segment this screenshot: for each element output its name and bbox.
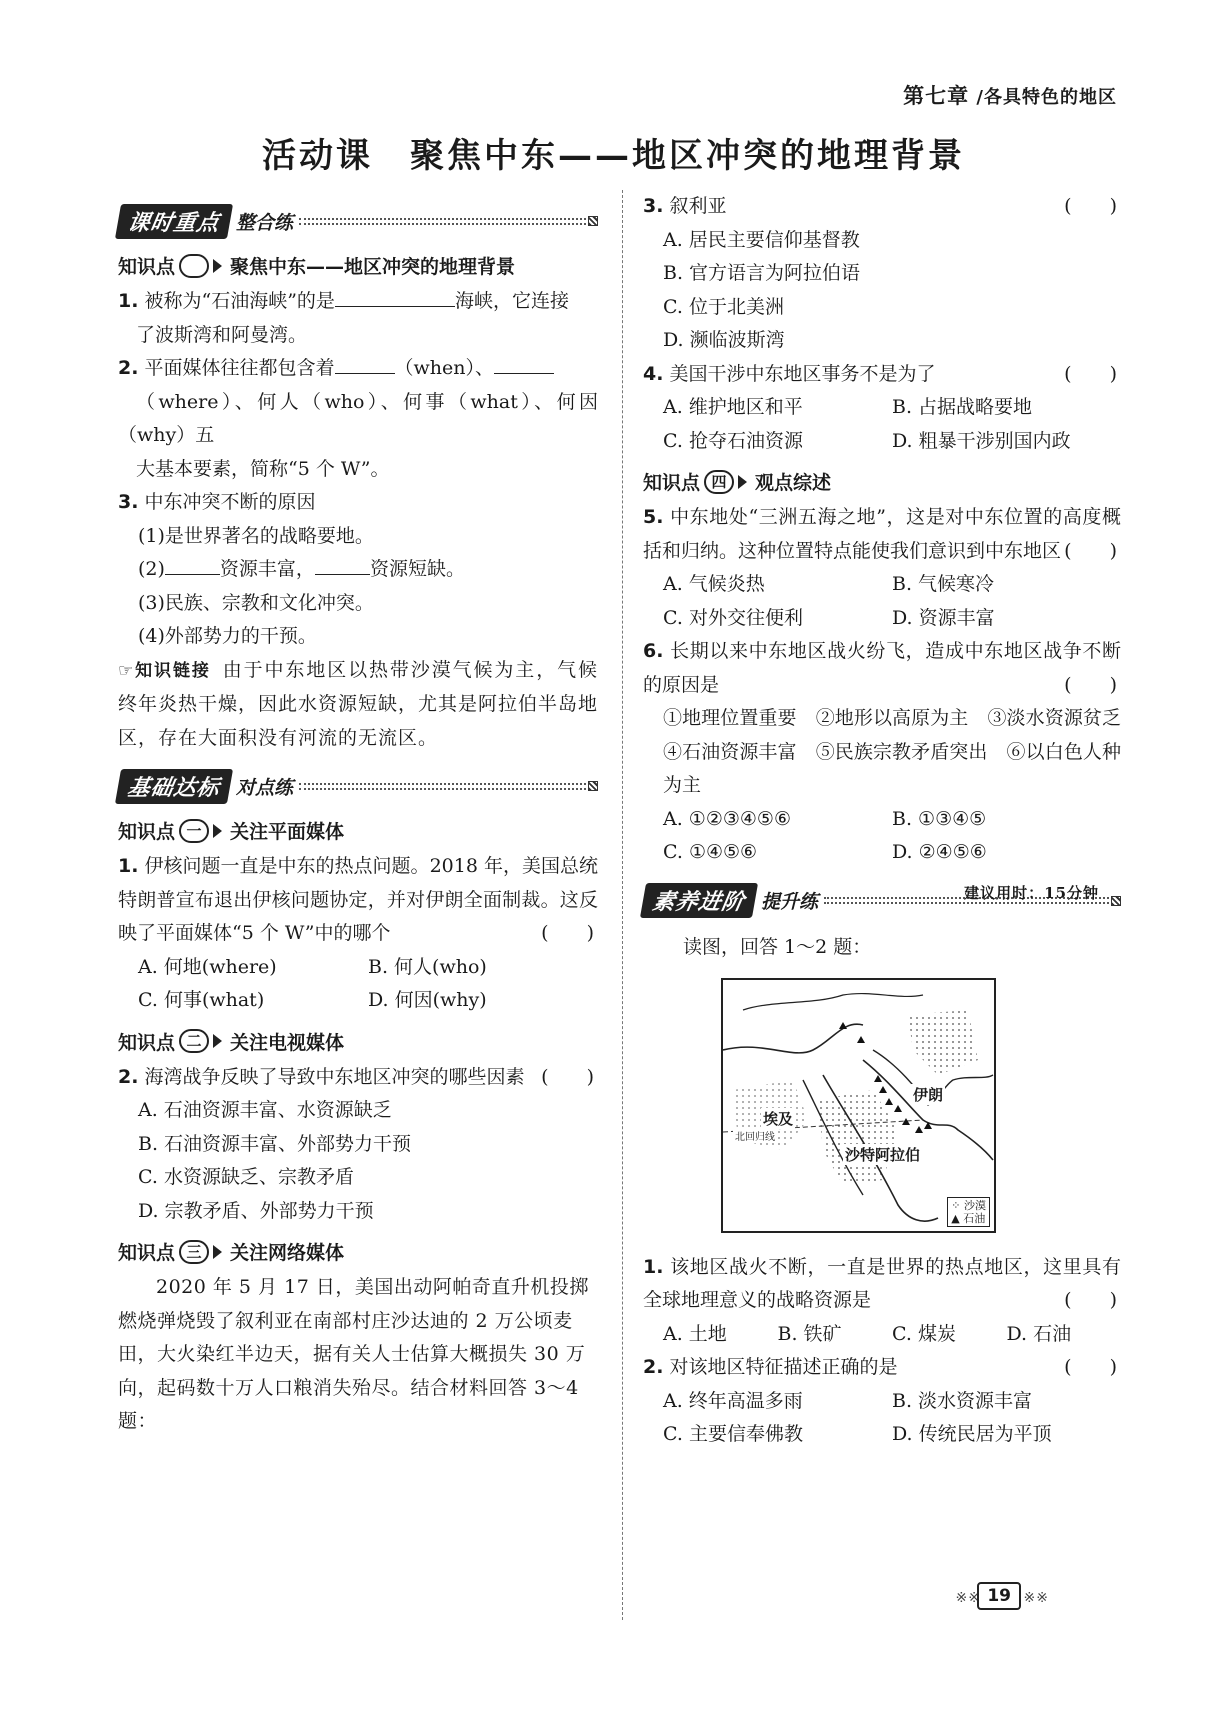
question-text: 海峡，它连接 [454, 290, 569, 312]
page-number: 19 [977, 1582, 1021, 1610]
option[interactable]: B. 淡水资源丰富 [892, 1389, 1033, 1412]
link-hand-icon: ☞ [118, 660, 135, 681]
basic-question-5: 5. 中东地处“三洲五海之地”，这是对中东位置的高度概括和归纳。这种位置特点能使我们意识到中东地区 ( ) [643, 501, 1121, 568]
section-banner-basic [118, 765, 598, 807]
question-text: 中东地处“三洲五海之地”，这是对中东位置的高度概括和归纳。这种位置特点能使我们意识到中东地区 [643, 506, 1121, 562]
middle-east-map [721, 978, 996, 1233]
answer-blank[interactable] [335, 285, 455, 307]
option[interactable]: B. ①③④⑤ [892, 807, 987, 830]
kp-prefix: 知识点 [643, 472, 701, 494]
answer-blank[interactable] [335, 352, 395, 374]
knowledge-point-heading [118, 1028, 598, 1055]
answer-parentheses[interactable]: ( ) [1064, 195, 1117, 217]
options-row [643, 602, 1121, 636]
banner-main-label: 基础达标 [115, 769, 233, 804]
section-banner-advanced [643, 880, 1121, 922]
banner-rule [299, 218, 586, 225]
options-row [643, 568, 1121, 602]
left-column [118, 190, 598, 1439]
sub-item-text: (2) [138, 558, 165, 580]
options-row [118, 984, 598, 1018]
map-label-egypt: 埃及 [763, 1109, 794, 1128]
options-row [643, 1385, 1121, 1419]
sub-item-text: 资源短缺。 [369, 558, 465, 580]
answer-parentheses[interactable]: ( ) [1064, 539, 1117, 562]
options-row [643, 1418, 1121, 1452]
option[interactable]: A. 石油资源丰富、水资源缺乏 [138, 1099, 392, 1121]
question-text: 伊核问题一直是中东的热点问题。2018 年，美国总统特朗普宣布退出伊核问题协定，并对伊朗全面制裁。这反映了平面媒体“5 个 W”中的哪个 [118, 855, 598, 944]
sub-item: (1)是世界著名的战略要地。 [138, 524, 374, 547]
chapter-header [903, 80, 1117, 110]
map-instruction: 读图，回答 1～2 题： [683, 935, 872, 958]
column-divider [622, 190, 623, 1620]
banner-main-label: 课时重点 [115, 204, 233, 239]
question-text: 叙利亚 [669, 195, 727, 217]
kp-label: 关注网络媒体 [230, 1242, 345, 1264]
answer-parentheses[interactable]: ( ) [1064, 362, 1117, 385]
banner-sub-label: 提升练 [761, 891, 819, 913]
knowledge-link-text: 由于中东地区以热带沙漠气候为主，气候终年炎热干燥，因此水资源短缺，尤其是阿拉伯半岛地区，存在大面积没有河流的无流区。 [118, 658, 599, 749]
kp-label: 关注电视媒体 [230, 1031, 345, 1054]
banner-main-label: 素养进阶 [640, 883, 758, 918]
summary-question-3: 3. 中东冲突不断的原因 [118, 491, 316, 513]
map-legend [947, 1197, 990, 1227]
section-banner-summary [118, 200, 598, 242]
arrow-icon [738, 475, 747, 489]
option[interactable]: D. 石油 [1006, 1322, 1072, 1345]
options-row [643, 803, 1121, 837]
kp-label: 观点综述 [755, 472, 832, 494]
answer-parentheses[interactable]: ( ) [1064, 1289, 1117, 1311]
question-text: 海湾战争反映了导致中东地区冲突的哪些因素 [144, 1065, 525, 1088]
answer-parentheses[interactable]: ( ) [1064, 673, 1117, 696]
chapter-title: /各具特色的地区 [976, 87, 1117, 108]
option[interactable]: A. 居民主要信仰基督教 [663, 228, 860, 251]
option[interactable]: C. 对外交往便利 [663, 606, 803, 629]
arrow-icon [213, 824, 222, 838]
advanced-question-1: 1. 该地区战火不断，一直是世界的热点地区，这里具有全球地理意义的战略资源是 ( ) [643, 1251, 1121, 1318]
option[interactable]: B. 石油资源丰富、外部势力干预 [138, 1132, 412, 1155]
options-row [643, 1318, 1121, 1352]
answer-parentheses[interactable]: ( ) [541, 922, 594, 944]
sub-item [118, 553, 598, 587]
right-column [643, 190, 1141, 1452]
option[interactable]: D. 宗教矛盾、外部势力干预 [138, 1199, 374, 1222]
desert-legend-icon: ⁘ [951, 1198, 961, 1212]
arrow-icon [213, 1245, 222, 1259]
knowledge-link-tag [118, 661, 211, 681]
question-text: （where）、何人（who）、何事（what）、何因（why）五 [118, 390, 598, 446]
map-label-iran: 伊朗 [913, 1085, 944, 1104]
arrow-icon [213, 259, 222, 273]
option[interactable]: A. 土地 [663, 1322, 727, 1345]
answer-blank[interactable] [494, 352, 554, 374]
option[interactable]: C. 位于北美洲 [663, 295, 784, 318]
option[interactable]: D. 濒临波斯湾 [663, 329, 785, 351]
kp-number-badge: 三 [179, 1240, 209, 1264]
question-text: 对该地区特征描述正确的是 [669, 1356, 898, 1378]
question-text: 美国干涉中东地区事务不是为了 [669, 362, 936, 385]
basic-question-1: 1. 伊核问题一直是中东的热点问题。2018 年，美国总统特朗普宣布退出伊核问题协定，并对伊朗全面制裁。这反映了平面媒体“5 个 W”中的哪个 ( ) [118, 850, 598, 951]
page-title: 活动课 聚焦中东——地区冲突的地理背景 [262, 136, 965, 176]
map-label-saudi: 沙特阿拉伯 [845, 1145, 921, 1164]
map-drawing [723, 980, 994, 1231]
option[interactable]: D. 传统民居为平顶 [892, 1423, 1052, 1445]
option[interactable]: A. 何地(where) [138, 955, 277, 978]
kp-label: 聚焦中东——地区冲突的地理背景 [230, 256, 516, 278]
reading-material: 2020 年 5 月 17 日，美国出动阿帕奇直升机投掷燃烧弹烧毁了叙利亚在南部村庄沙达迪的 2 万公顷麦田，大火染红半边天，据有关人士估算大概损失 30 万向，起码数十万人口粮消失殆尽。结合材料回答 3～4 题： [118, 1276, 589, 1432]
options-row [118, 951, 598, 985]
question-text: 平面媒体往往都包含着 [144, 357, 335, 379]
kp-number-badge: 二 [179, 1029, 209, 1053]
kp-prefix: 知识点 [118, 1242, 176, 1264]
option[interactable]: D. 何因(why) [368, 989, 487, 1011]
oil-legend-icon: ▲ [951, 1211, 960, 1225]
numbered-items: ①地理位置重要 ②地形以高原为主 ③淡水资源贫乏 ④石油资源丰富 ⑤民族宗教矛盾突出 ⑥以白色人种为主 [663, 707, 1141, 796]
kp-label: 关注平面媒体 [230, 821, 345, 843]
banner-sub-label: 对点练 [236, 776, 294, 799]
advanced-question-2: 2. 对该地区特征描述正确的是 ( ) [643, 1351, 1121, 1385]
banner-sub-label: 整合练 [236, 211, 294, 234]
summary-question-1: 1. 被称为“石油海峡”的是 海峡，它连接 了波斯湾和阿曼湾。 [118, 285, 598, 352]
question-text: 长期以来中东地区战火纷飞，造成中东地区战争不断的原因是 [643, 640, 1121, 696]
option[interactable]: C. ①④⑤⑥ [663, 841, 758, 863]
page-number-ornament-right: ※※ [1023, 1590, 1049, 1606]
option[interactable]: A. 维护地区和平 [663, 396, 803, 418]
kp-prefix: 知识点 [118, 821, 176, 843]
sub-item: (4)外部势力的干预。 [138, 625, 317, 647]
basic-question-3: 3. 叙利亚 ( ) [643, 190, 1121, 224]
option[interactable]: A. 终年高温多雨 [663, 1389, 803, 1412]
option[interactable]: A. ①②③④⑤⑥ [663, 807, 791, 830]
answer-blank[interactable] [165, 553, 220, 575]
option[interactable]: D. 粗暴干涉别国内政 [892, 429, 1071, 452]
kp-number-badge: 一 [179, 819, 209, 843]
option[interactable]: A. 气候炎热 [663, 573, 765, 595]
banner-end-icon [588, 216, 598, 226]
option[interactable]: B. 占据战略要地 [892, 396, 1033, 418]
legend-item: 沙漠 [964, 1198, 986, 1212]
banner-rule [299, 783, 586, 790]
option[interactable]: D. ②④⑤⑥ [892, 841, 987, 863]
banner-end-icon [588, 781, 598, 791]
option[interactable]: B. 官方语言为阿拉伯语 [663, 262, 861, 284]
knowledge-link-label: 知识链接 [134, 660, 211, 681]
sub-item-text: 资源丰富， [219, 558, 315, 580]
sub-item: (3)民族、宗教和文化冲突。 [138, 591, 374, 614]
suggested-time: 建议用时：15分钟 [964, 883, 1099, 902]
kp-number-badge [179, 254, 209, 278]
option[interactable]: C. 煤炭 [892, 1322, 956, 1345]
summary-question-2: 2. 平面媒体往往都包含着 （when）、 （where）、何人（who）、何事（what）、何因（why）五 大基本要素，简称“5 个 W”。 [118, 352, 598, 486]
answer-blank[interactable] [315, 553, 370, 575]
kp-prefix: 知识点 [118, 256, 176, 278]
question-text: 了波斯湾和阿曼湾。 [136, 323, 308, 346]
basic-question-4: 4. 美国干涉中东地区事务不是为了 ( ) [643, 358, 1121, 392]
options-row [643, 391, 1121, 425]
knowledge-point-heading [118, 252, 598, 279]
knowledge-point-heading [118, 817, 598, 844]
basic-question-6: 6. 长期以来中东地区战火纷飞，造成中东地区战争不断的原因是 ( ) [643, 635, 1121, 702]
legend-item: 石油 [963, 1211, 986, 1225]
page-number-ornament-left: ※※ [955, 1590, 981, 1606]
question-text: 大基本要素，简称“5 个 W”。 [136, 457, 390, 480]
option[interactable]: C. 水资源缺乏、宗教矛盾 [138, 1166, 354, 1188]
kp-number-badge: 四 [704, 470, 734, 494]
basic-question-2: 2. 海湾战争反映了导致中东地区冲突的哪些因素 ( ) [118, 1061, 598, 1095]
option[interactable]: C. 何事(what) [138, 989, 265, 1011]
arrow-icon [213, 1034, 222, 1048]
options-row [643, 425, 1121, 459]
knowledge-point-heading [643, 468, 1121, 495]
question-text: 被称为“石油海峡”的是 [144, 290, 335, 312]
question-text: （when）、 [394, 357, 494, 379]
chapter-number: 第七章 [903, 83, 970, 108]
map-label-tropic: 北回归线 [733, 1128, 777, 1143]
answer-parentheses[interactable]: ( ) [1064, 1356, 1117, 1378]
banner-end-icon [1111, 896, 1121, 906]
option[interactable]: B. 气候寒冷 [892, 573, 995, 595]
option[interactable]: C. 主要信奉佛教 [663, 1423, 803, 1445]
option[interactable]: C. 抢夺石油资源 [663, 429, 803, 452]
knowledge-link [118, 654, 598, 756]
option[interactable]: D. 资源丰富 [892, 606, 995, 629]
options-row [643, 836, 1121, 870]
option[interactable]: B. 何人(who) [368, 955, 487, 978]
question-text: 中东冲突不断的原因 [144, 491, 316, 513]
knowledge-point-heading [118, 1238, 598, 1265]
answer-parentheses[interactable]: ( ) [541, 1065, 594, 1088]
option[interactable]: B. 铁矿 [777, 1322, 842, 1345]
kp-prefix: 知识点 [118, 1031, 176, 1054]
question-text: 该地区战火不断，一直是世界的热点地区，这里具有全球地理意义的战略资源是 [643, 1255, 1121, 1311]
